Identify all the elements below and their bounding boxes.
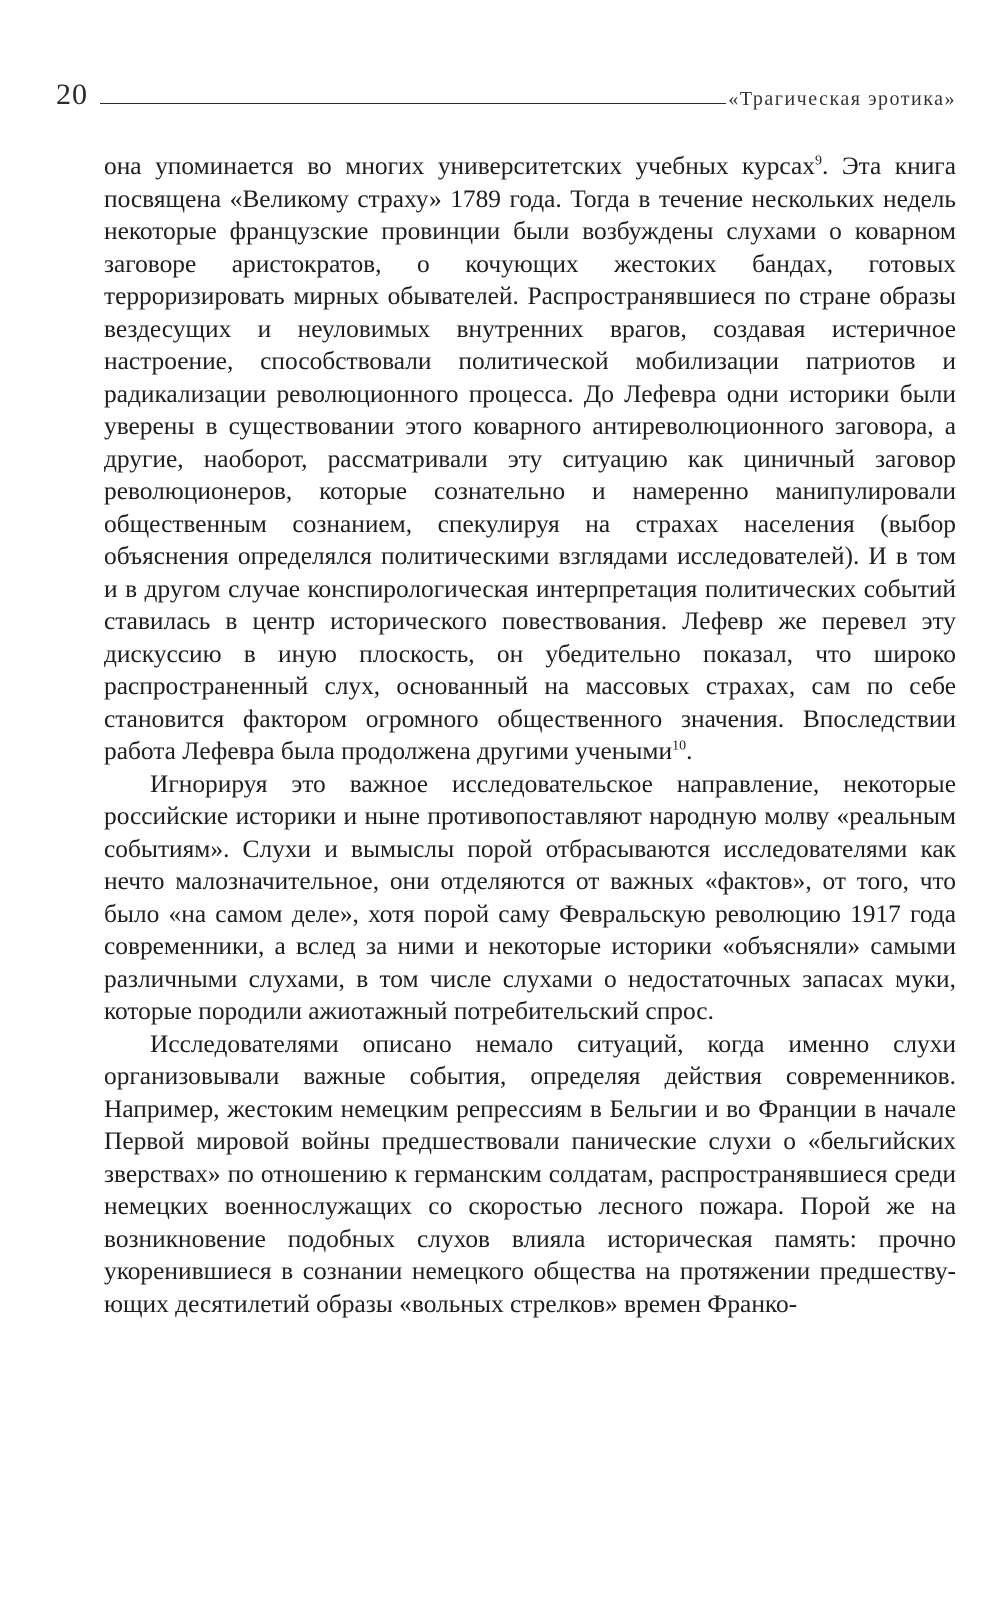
paragraph-1-text-c: . xyxy=(686,737,693,765)
paragraph-1-text-a: она упоминается во многих университетских учебных курсах xyxy=(104,152,815,180)
paragraph-1 xyxy=(104,150,956,768)
header-rule xyxy=(100,103,726,104)
paragraph-2: Игнорируя это важное исследовательское направление, некоторые российские историки и ныне противопоставляют народную молву «реальным событиям». Слухи и вымыслы порой отбрасываются исследователями как нечто малозначительное, они отделяются от важных «фактов», от того, что было «на самом деле», хотя порой саму Февральскую революцию 1917 года современники, а вслед за ними и некоторые историки «объясняли» самыми различными слухами, в том числе слухами о недостаточных запасах муки, которые породили ажиотажный потребительский спрос. xyxy=(104,769,956,1025)
body-text xyxy=(104,150,956,1320)
page-number: 20 xyxy=(56,78,88,111)
paragraph-3: Исследователями описано немало ситуаций, когда именно слухи организовывали важные события, определяя действия современников. Например, жестоким немецким репрессиям в Бельгии и во Франции в начале Первой мировой войны предшествовали панические слухи о «бельгийских зверствах» по отношению к германским солдатам, распространявшиеся среди немецких военнослужащих со скоростью лесного пожара. Порой же на возникновение подобных слухов влияла историческая память: прочно укоренившиеся в сознании немецкого общества на протяжении предшествующих десятилетий образы «вольных стрелков» времен Франко- xyxy=(104,1029,956,1318)
paragraph-1-text-b: . Эта книга посвящена «Великому страху» 1789 года. Тогда в течение нескольких недель некоторые французские провинции были возбуждены слухами о коварном заговоре аристократов, о кочующих жестоких бандах, готовых терроризировать мирных обывателей. Распространявшиеся по стране образы вездесущих и неуловимых внутренних врагов, создавая истеричное настроение, способствовали политической мобилизации патриотов и радикализации революционного процесса. До Лефевра одни историки были уверены в существовании этого коварного антиреволюционного заговора, а другие, наоборот, рассматривали эту ситуацию как циничный заговор революционеров, которые сознательно и намеренно манипулировали общественным сознанием, спекулируя на страхах населения (выбор объяснения определялся политическими взглядами исследователей). И в том и в другом случае конспирологическая интерпретация политических событий ставилась в центр исторического повествования. Лефевр же перевел эту дискуссию в иную плоскость, он убедительно показал, что широко распространенный слух, основанный на массовых страхах, сам по себе становится фактором огромного общественного значения. Впоследствии работа Лефевра была продолжена другими учеными xyxy=(104,152,956,765)
footnote-marker-10: 10 xyxy=(672,738,687,754)
running-title: «Трагическая эротика» xyxy=(728,88,956,110)
running-header xyxy=(56,70,956,110)
footnote-marker-9: 9 xyxy=(814,153,822,169)
